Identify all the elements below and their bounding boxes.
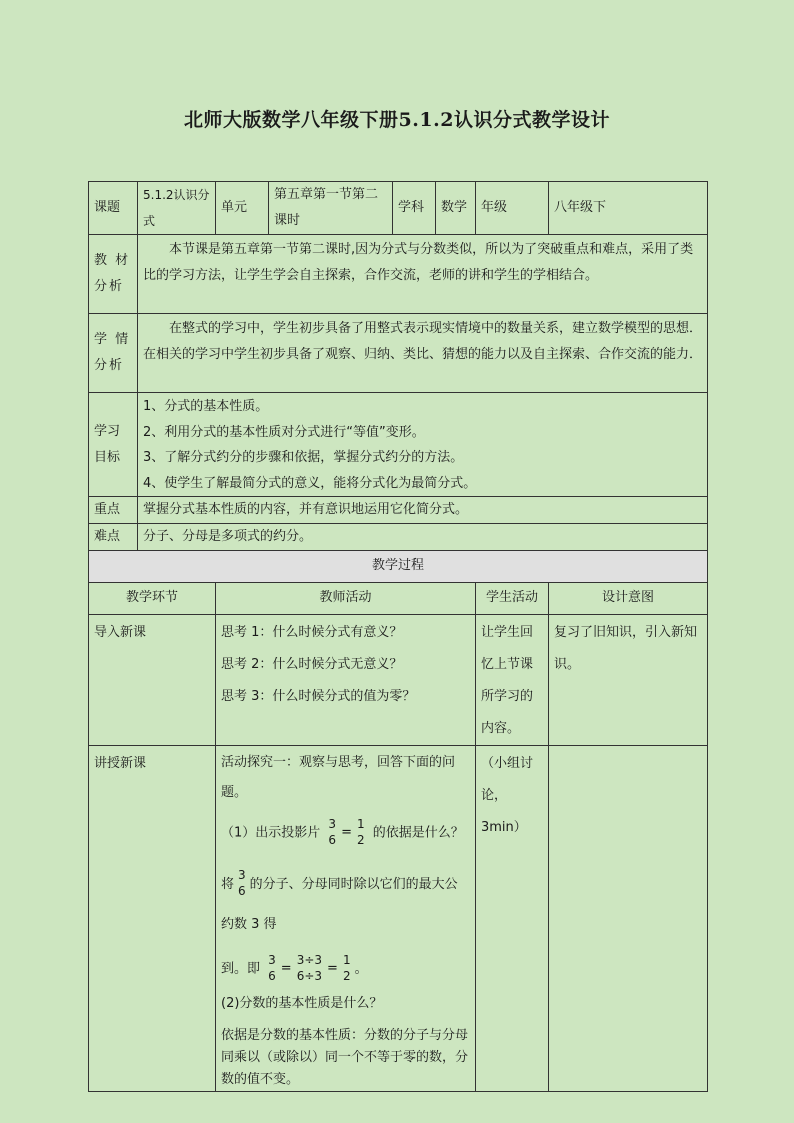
lesson-plan-table (88, 181, 708, 1092)
student-new: （小组讨论，3min） (476, 746, 549, 1092)
think-question: 思考 3：什么时候分式的值为零？ (221, 689, 416, 704)
think-question: 思考 2：什么时候分式无意义？ (221, 657, 403, 672)
teacher-intro (216, 615, 476, 746)
step-text: 将 3 6 的分子、分母同时除以它们的最大公约数 3 得 (221, 868, 458, 932)
col-teacher-header: 教师活动 (216, 583, 476, 615)
intent-intro: 复习了旧知识，引入新知识。 (549, 615, 708, 746)
subject-label: 学科 (393, 182, 436, 235)
fraction-3-6: 3 6 (238, 868, 246, 898)
question-1: （1）出示投影片 3 6 = 1 2 的依据是什么？ (221, 817, 464, 847)
grade-value: 八年级下 (549, 182, 708, 235)
subject-value: 数学 (436, 182, 476, 235)
page-title: 北师大版数学八年级下册5.1.2认识分式教学设计 (184, 109, 610, 131)
material-analysis: 本节课是第五章第一节第二课时,因为分式与分数类似，所以为了突破重点和难点，采用了类比的学习方法，让学生学会自主探索，合作交流，老师的讲和学生的学相结合。 (138, 235, 708, 314)
fraction-3-6: 3 6 (328, 817, 337, 847)
topic-value: 5.1.2认识分式 (138, 182, 216, 235)
activity-intro: 活动探究一：观察与思考，回答下面的问题。 (221, 755, 456, 800)
topic-label: 课题 (89, 182, 138, 235)
goal-item: 2、利用分式的基本性质对分式进行“等值”变形。 (143, 424, 425, 440)
fraction-3-6: 3 6 (268, 952, 276, 983)
col-intent-header: 设计意图 (549, 583, 708, 615)
fraction-1-2: 1 2 (342, 952, 351, 983)
students-label: 学 情 分析 (89, 314, 138, 393)
think-question: 思考 1：什么时候分式有意义？ (221, 625, 403, 640)
unit-value: 第五章第一节第二课时 (269, 182, 393, 235)
goals-label: 学习 目标 (89, 393, 138, 497)
students-analysis: 在整式的学习中，学生初步具备了用整式表示现实情境中的数量关系，建立数学模型的思想．在相关的学习中学生初步具备了观察、归纳、类比、猜想的能力以及自主探索、合作交流的能力． (138, 314, 708, 393)
goal-item: 4、使学生了解最简分式的意义，能将分式化为最简分式。 (143, 475, 477, 491)
unit-label: 单元 (216, 182, 269, 235)
grade-label: 年级 (476, 182, 549, 235)
col-student-header: 学生活动 (476, 583, 549, 615)
key-point-text: 掌握分式基本性质的内容，并有意识地运用它化简分式。 (138, 497, 708, 524)
teacher-new (216, 746, 476, 1092)
goal-item: 3、了解分式约分的步骤和依据，掌握分式约分的方法。 (143, 450, 464, 465)
intent-new (549, 746, 708, 1092)
difficulty-text: 分子、分母是多项式的约分。 (138, 524, 708, 551)
stage-new: 讲授新课 (89, 746, 216, 1092)
goals-list (138, 393, 708, 497)
stage-intro: 导入新课 (89, 615, 216, 746)
result-text: 到。即 3 6 = 3÷3 6÷3 = 1 2 。 (221, 952, 368, 983)
col-stage-header: 教学环节 (89, 583, 216, 615)
process-heading: 教学过程 (89, 551, 708, 583)
fraction-1-2: 1 2 (356, 817, 365, 847)
answer-text: 依据是分数的基本性质：分数的分子与分母同乘以（或除以）同一个不等于零的数，分数的值不变。 (221, 1028, 469, 1087)
student-intro: 让学生回忆上节课所学习的内容。 (476, 615, 549, 746)
question-2: (2)分数的基本性质是什么？ (221, 996, 383, 1011)
fraction-div: 3÷3 6÷3 (296, 952, 323, 983)
goal-item: 1、分式的基本性质。 (143, 399, 269, 414)
key-point-label: 重点 (89, 497, 138, 524)
material-label: 教 材 分析 (89, 235, 138, 314)
difficulty-label: 难点 (89, 524, 138, 551)
